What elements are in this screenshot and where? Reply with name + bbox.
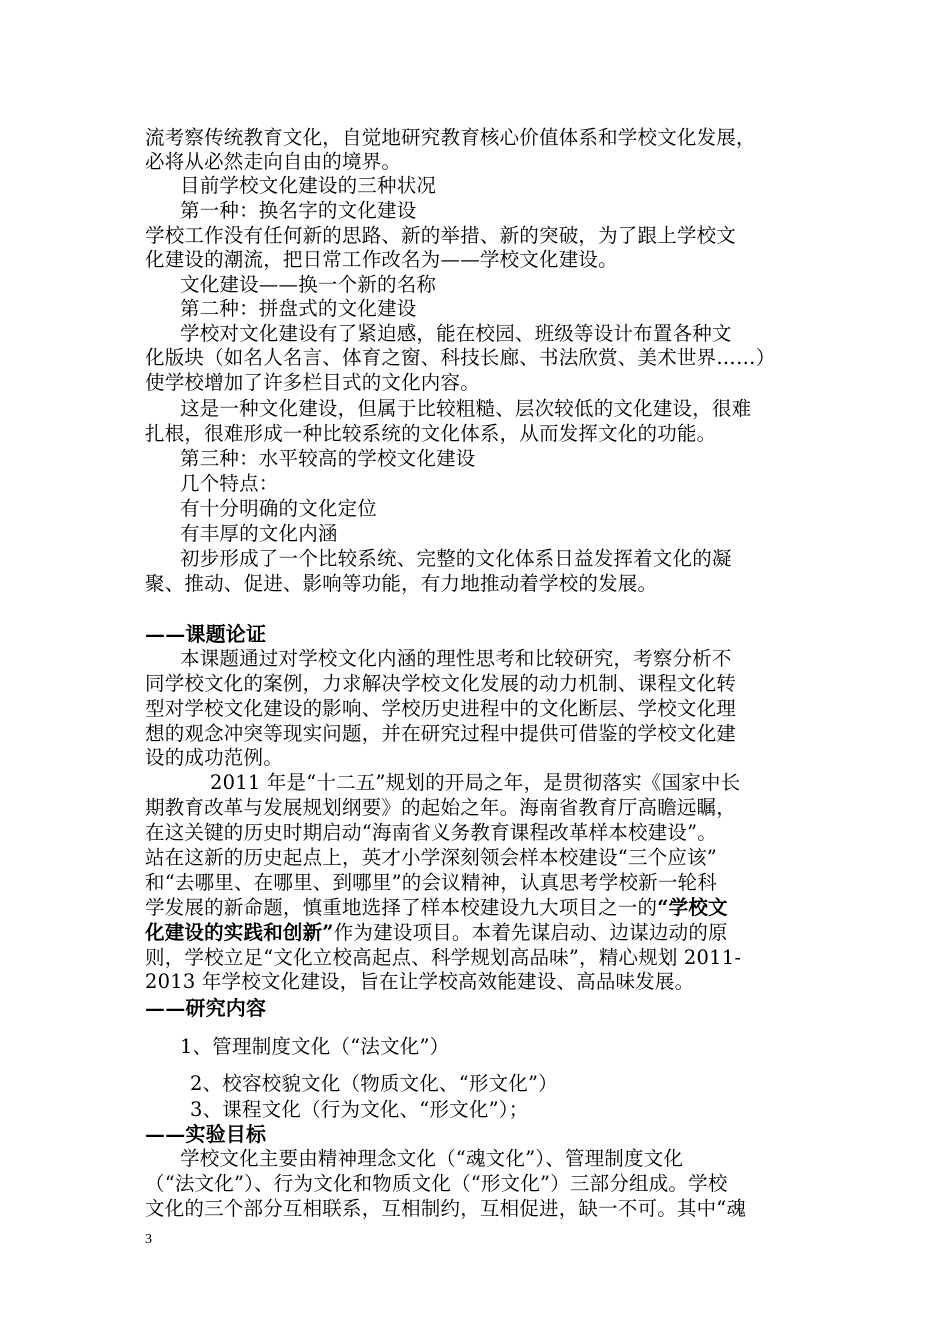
section-heading: ——研究内容 xyxy=(145,996,267,1020)
text-line: 必将从必然走向自由的境界。 xyxy=(145,150,402,173)
text-line: 学校对文化建设有了紧迫感，能在校园、班级等设计布置各种文 xyxy=(180,322,732,345)
text-line xyxy=(145,896,810,920)
text-line: 化版块（如名人名言、体育之窗、科技长廊、书法欣赏、美术世界……） xyxy=(145,346,776,369)
text-line: 几个特点： xyxy=(180,472,279,495)
text-line: 聚、推动、促进、影响等功能，有力地推动着学校的发展。 xyxy=(145,572,658,595)
text-line: 则，学校立足“文化立校高起点、科学规划高品味”，精心规划 2011- xyxy=(145,946,742,969)
text-line: 文化建设——换一个新的名称 xyxy=(180,273,437,296)
text-line: 学校工作没有任何新的思路、新的举措、新的突破，为了跟上学校文 xyxy=(145,224,737,247)
text-line: 使学校增加了许多栏目式的文化内容。 xyxy=(145,371,480,394)
text-line: 有十分明确的文化定位 xyxy=(180,497,378,520)
project-name-emphasis: “学校文 xyxy=(657,896,728,919)
text-segment: 作为建设项目。本着先谋启动、边谋边动的原 xyxy=(333,921,728,944)
text-segment: 学发展的新命题，慎重地选择了样本校建设九大项目之一的 xyxy=(145,896,658,919)
list-item: 1、管理制度文化（“法文化”） xyxy=(180,1035,450,1058)
text-line: 这是一种文化建设，但属于比较粗糙、层次较低的文化建设，很难 xyxy=(180,397,752,420)
text-line: 本课题通过对学校文化内涵的理性思考和比较研究，考察分析不 xyxy=(180,647,732,670)
text-line: 文化的三个部分互相联系，互相制约，互相促进，缺一不可。其中“魂 xyxy=(145,1197,747,1220)
text-line: 站在这新的历史起点上，英才小学深刻领会样本校建设“三个应该” xyxy=(145,846,717,869)
section-heading: ——实验目标 xyxy=(145,1122,267,1146)
text-line: 期教育改革与发展规划纲要》的起始之年。海南省教育厅高瞻远瞩， xyxy=(145,796,737,819)
text-line: 和“去哪里、在哪里、到哪里”的会议精神，认真思考学校新一轮科 xyxy=(145,871,717,894)
text-line: 初步形成了一个比较系统、完整的文化体系日益发挥着文化的凝 xyxy=(180,547,732,570)
text-line: 第三种：水平较高的学校文化建设 xyxy=(180,447,476,470)
text-line: 2013 年学校文化建设，旨在让学校高效能建设、高品味发展。 xyxy=(145,970,695,993)
text-line: 设的成功范例。 xyxy=(145,746,283,769)
list-item: 3、课程文化（行为文化、“形文化”）； xyxy=(190,1098,529,1121)
list-item: 2、校容校貌文化（物质文化、“形文化”） xyxy=(190,1072,558,1095)
text-line: （“法文化”）、行为文化和物质文化（“形文化”）三部分组成。学校 xyxy=(145,1172,728,1195)
text-line: 有丰厚的文化内涵 xyxy=(180,522,338,545)
project-name-emphasis: 化建设的实践和创新” xyxy=(145,921,334,944)
text-line: 第二种：拼盘式的文化建设 xyxy=(180,297,417,320)
text-line: 扎根，很难形成一种比较系统的文化体系，从而发挥文化的功能。 xyxy=(145,422,717,445)
text-line: 流考察传统教育文化，自觉地研究教育核心价值体系和学校文化发展， xyxy=(145,126,756,149)
page-number: 3 xyxy=(145,1232,152,1247)
text-line: 想的观念冲突等现实问题，并在研究过程中提供可借鉴的学校文化建 xyxy=(145,722,737,745)
text-line: 第一种：换名字的文化建设 xyxy=(180,199,417,222)
text-line: 2011 年是“十二五”规划的开局之年，是贯彻落实《国家中长 xyxy=(210,771,741,794)
text-line: 同学校文化的案例，力求解决学校文化发展的动力机制、课程文化转 xyxy=(145,672,737,695)
text-line: 型对学校文化建设的影响、学校历史进程中的文化断层、学校文化理 xyxy=(145,697,737,720)
text-line: 目前学校文化建设的三种状况 xyxy=(180,174,437,197)
section-heading: ——课题论证 xyxy=(145,622,267,646)
text-line: 化建设的潮流，把日常工作改名为——学校文化建设。 xyxy=(145,248,618,271)
text-line xyxy=(145,921,810,945)
text-line: 学校文化主要由精神理念文化（“魂文化”）、管理制度文化 xyxy=(180,1147,684,1170)
text-line: 在这关键的历史时期启动“海南省义务教育课程改革样本校建设”。 xyxy=(145,821,717,844)
